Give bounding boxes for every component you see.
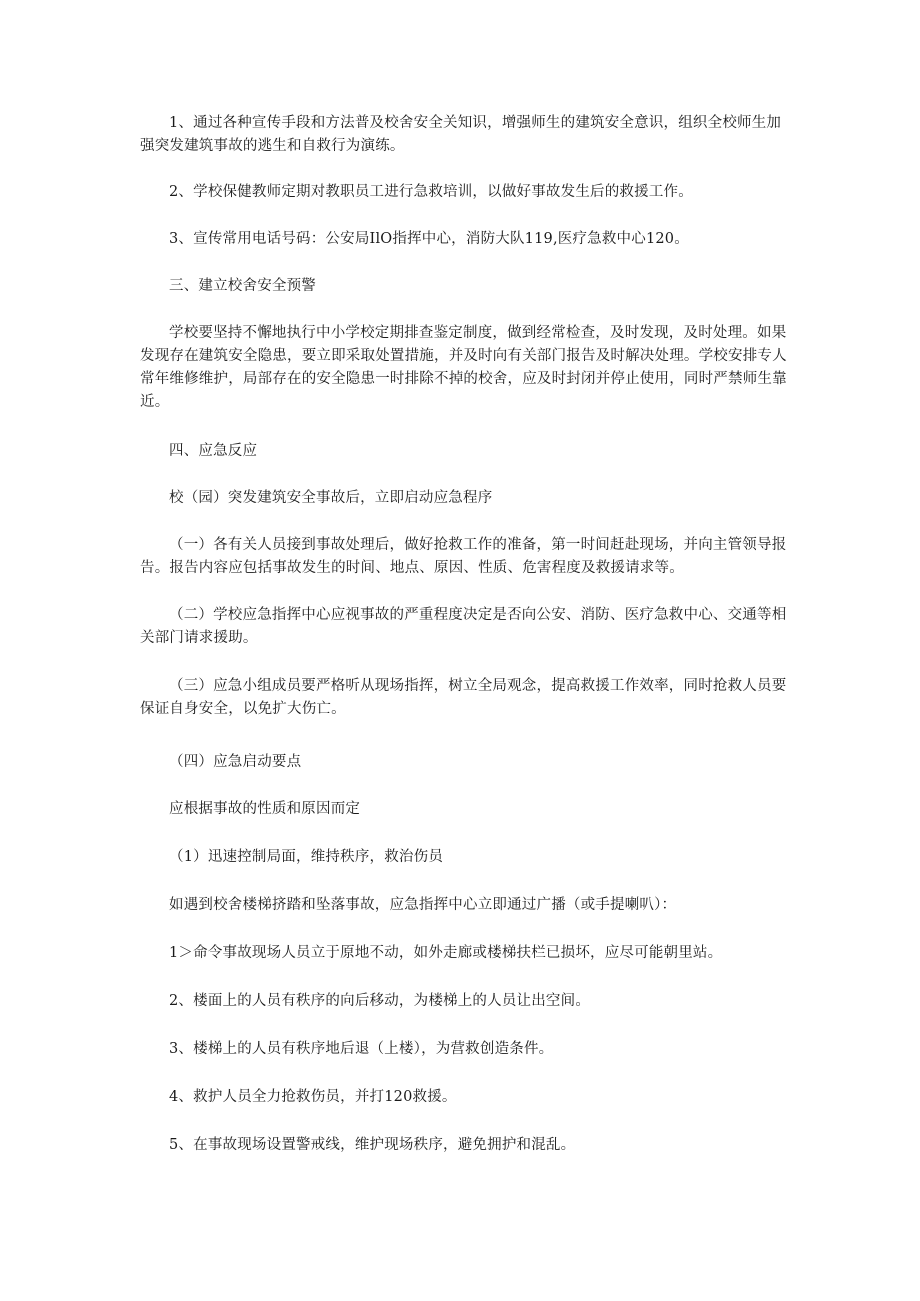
paragraph-step-three: （三）应急小组成员要严格听从现场指挥，树立全局观念，提高救援工作效率，同时抢救人员要保证自身安全，以免扩大伤亡。 [140,678,787,717]
paragraph-step-one: （一）各有关人员接到事故处理后，做好抢救工作的准备，第一时间赶赴现场，并向主管领导报告。报告内容应包括事故发生的时间、地点、原因、性质、危害程度及救援请求等。 [140,537,787,576]
heading-emergency-response: 四、应急反应 [169,443,258,459]
list-item-cordon: 5、在事故现场设置警戒线，维护现场秩序，避免拥护和混乱。 [169,1137,576,1153]
paragraph-inspection-system: 学校要坚持不懈地执行中小学校定期排查鉴定制度，做到经常检查，及时发现，及时处理。如果发现存在建筑安全隐患，要立即采取处置措施，并及时向有关部门报告及时解决处理。学校安排专人常年维修维护，局部存在的安全隐患一时排除不掉的校舍，应及时封闭并停止使用，同时严禁师生靠近。 [140,325,787,410]
list-item-stand-still: 1＞命令事故现场人员立于原地不动，如外走廊或楼梯扶栏已损坏，应尽可能朝里站。 [169,945,723,961]
paragraph-emergency-numbers: 3、宣传常用电话号码：公安局IlO指挥中心，消防大队119,医疗急救中心120。 [169,231,689,247]
paragraph-start-procedure: 校（园）突发建筑安全事故后，立即启动应急程序 [169,490,493,506]
heading-safety-warning: 三、建立校舍安全预警 [169,278,316,294]
paragraph-stair-accident: 如遇到校舍楼梯挤踏和坠落事故，应急指挥中心立即通过广播（或手提喇叭）： [169,897,677,913]
list-item-move-back: 2、楼面上的人员有秩序的向后移动，为楼梯上的人员让出空间。 [169,993,591,1009]
paragraph-depends-on-nature: 应根据事故的性质和原因而定 [169,801,361,817]
paragraph-control-situation: （1）迅速控制局面，维持秩序，救治伤员 [169,849,444,865]
paragraph-publicity-drill: 1、通过各种宣传手段和方法普及校舍安全关知识，增强师生的建筑安全意识，组织全校师生加强突发建筑事故的逃生和自救行为演练。 [140,115,782,154]
paragraph-step-four-heading: （四）应急启动要点 [169,754,302,770]
list-item-retreat-upstairs: 3、楼梯上的人员有秩序地后退（上楼），为营救创造条件。 [169,1041,554,1057]
list-item-rescue-injured: 4、救护人员全力抢救伤员，并打120救援。 [169,1089,457,1105]
paragraph-step-two: （二）学校应急指挥中心应视事故的严重程度决定是否向公安、消防、医疗急救中心、交通等相关部门请求援助。 [140,607,787,646]
paragraph-first-aid-training: 2、学校保健教师定期对教职员工进行急救培训，以做好事故发生后的救援工作。 [169,184,693,200]
